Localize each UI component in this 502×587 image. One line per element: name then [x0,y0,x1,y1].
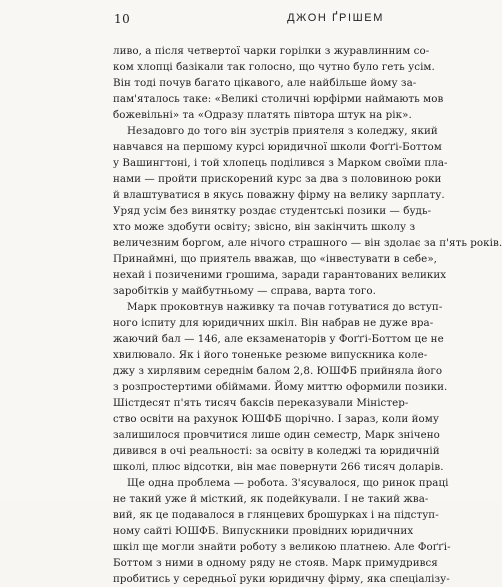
text-line: Марк проковтнув наживку та почав готуватися до вступ- [127,301,443,313]
text-line: ливо, а після четвертої чарки горілки з журавлинним со- [113,45,430,57]
text-line: ство освіти на рахунок ЮШФБ щорічно. І зараз, коли йому [113,413,439,425]
text-line: навчався на першому курсі юридичної школи Фоґґі-Боттом [113,141,442,153]
text-line: вий, як це подавалося в глянцевих брошурках і на підступ- [113,509,439,521]
text-line: хвилювало. Як і його тоненьке резюме випускника коле- [113,349,428,361]
text-line: Уряд усім без винятку роздає студентські позики — будь- [113,205,432,217]
text-line: Незадовго до того він зустрів приятеля з коледжу, який [127,125,438,137]
text-line: джу з хирлявим середнім балом 2,8. ЮШФБ прийняла його [113,365,443,377]
text-line: ком хлопці базікали так голосно, що чутно було геть усім. [113,61,435,73]
text-line: Боттом з ними в одному ряду не стояв. Марк примудрився [113,557,438,569]
text-line: й влаштуватися в якусь поважну фірму на велику зарплату. [113,189,445,201]
page-number: 10 [114,12,131,26]
text-line: Ще одна проблема — робота. З'ясувалося, що ринок праці [127,477,449,489]
text-line: Шістдесят п'ять тисяч баксів переказували Міністер- [113,397,409,409]
text-line: у Вашингтоні, і той хлопець поділився з Марком своїми пла- [113,157,448,169]
text-line: залишилося провчитися лише один семестр, Марк знічено [113,429,440,441]
body-text [113,43,502,587]
text-line: Він тоді почув багато цікавого, але найбільше йому за- [113,77,417,89]
text-line: Принаймні, що приятель вважав, що «інвестувати в себе», [113,253,437,265]
text-line: божевільні» та «Одразу платять півтора штук на рік». [113,109,412,121]
text-line: жаючий бал — 146, але екзаменаторів у Фоґґі-Боттом це не [113,333,444,345]
text-line: заробітків у майбутньому — справа, варта того. [113,285,376,297]
text-line: величезним боргом, але нічого страшного — він здолає за п'ять років. [113,237,502,249]
text-line: шкіл ще могли знайти роботу з великою платнею. Але Фоґґі- [113,541,451,553]
text-line: хто може здобути освіту; звісно, він закінчить школу з [113,221,416,233]
text-line: пам'яталось таке: «Великі столичні юрфірми наймають мов [113,93,444,105]
text-line: нехай і позиченими грошима, заради гарантованих великих [113,269,447,281]
text-line: пробитись у середньої руки юридичну фірму, яка спеціалізу- [113,573,450,585]
text-line: дивився в очі реальності: за освіту в коледжі та юридичній [113,445,440,457]
running-head: ДЖОН ҐРІШЕМ [287,12,384,24]
text-line: не такий уже й місткий, як подейкували. І не такий жва- [113,493,429,505]
text-line: школі, плюс відсотки, він має повернути 266 тисяч доларів. [113,461,444,473]
text-line: нами — пройти прискорений курс за два з половиною роки [113,173,442,185]
text-line: з розпростертими обіймами. Йому миттю оформили позики. [113,381,448,393]
page-header [0,12,500,32]
text-line: ного іспиту для юридичних шкіл. Він набрав не дуже вра- [113,317,434,329]
text-line: ному сайті ЮШФБ. Випускники провідних юридичних [113,525,414,537]
